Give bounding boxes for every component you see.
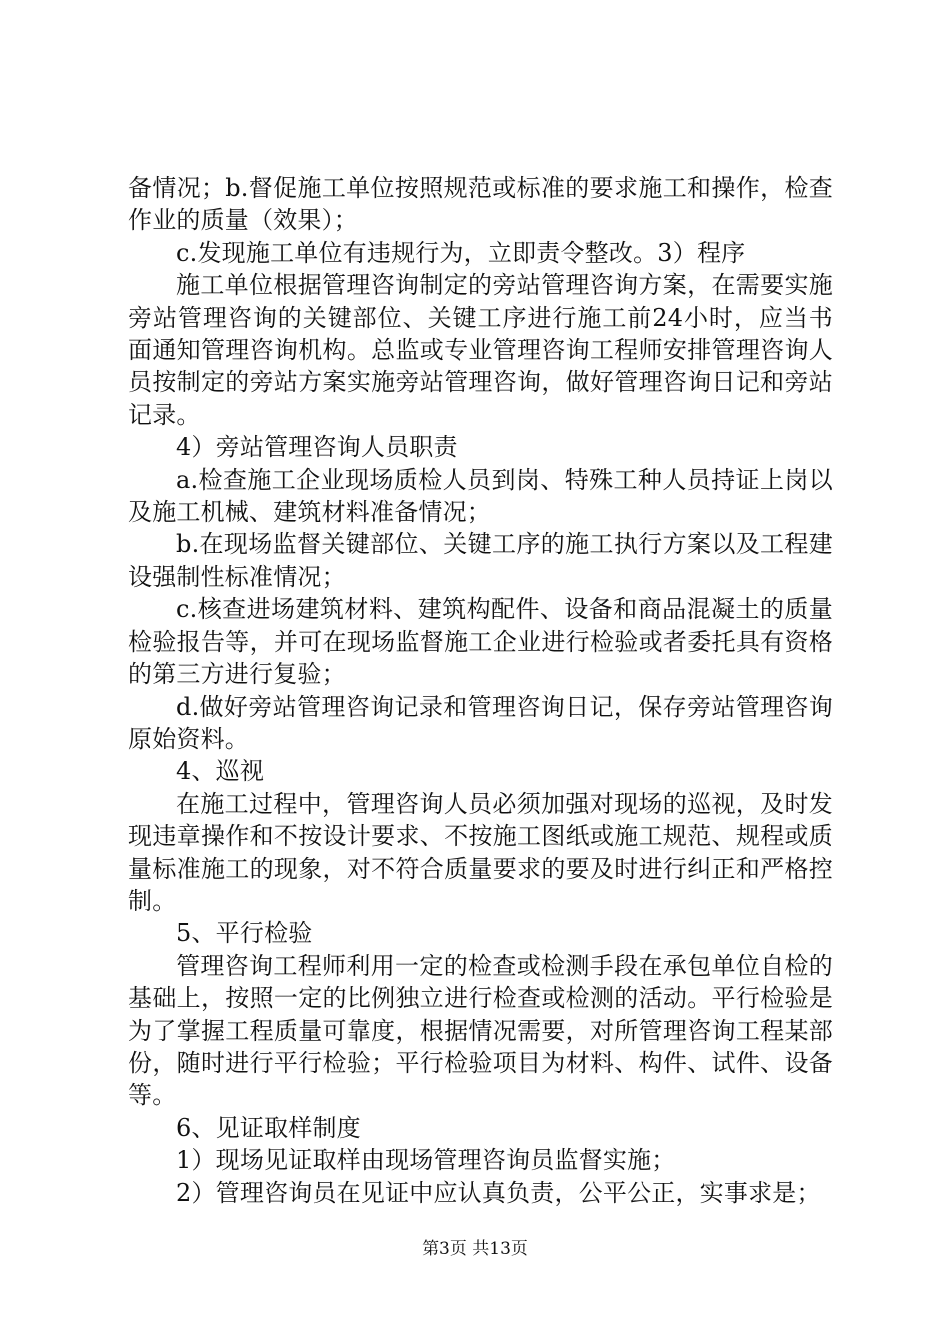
paragraph: 2）管理咨询员在见证中应认真负责，公平公正，实事求是； — [176, 1178, 821, 1207]
paragraph: 4）旁站管理咨询人员职责 — [176, 433, 458, 462]
paragraph: 在施工过程中，管理咨询人员必须加强对现场的巡视，及时发现违章操作和不按设计要求、不按施工图纸或施工规范、规程或质量标准施工的现象，对不符合质量要求的要及时进行纠正和严格控制。 — [128, 789, 833, 915]
page-number-footer: 第3页 共13页 — [422, 1239, 528, 1259]
paragraph: 管理咨询工程师利用一定的检查或检测手段在承包单位自检的基础上，按照一定的比例独立进行检查或检测的活动。平行检验是为了掌握工程质量可靠度，根据情况需要，对所管理咨询工程某部份，随时进行平行检验；平行检验项目为材料、构件、试件、设备等。 — [128, 951, 833, 1110]
paragraph: d.做好旁站管理咨询记录和管理咨询日记，保存旁站管理咨询原始资料。 — [128, 692, 833, 753]
section-heading: 4、巡视 — [176, 757, 265, 786]
paragraph: c.发现施工单位有违规行为，立即责令整改。3）程序 — [176, 238, 746, 267]
paragraph: 1）现场见证取样由现场管理咨询员监督实施； — [176, 1146, 676, 1175]
section-heading: 5、平行检验 — [176, 919, 313, 948]
section-heading: 6、见证取样制度 — [176, 1113, 361, 1142]
document-body — [128, 172, 833, 1209]
paragraph: a.检查施工企业现场质检人员到岗、特殊工种人员持证上岗以及施工机械、建筑材料准备情况； — [128, 465, 833, 527]
paragraph: 备情况；b.督促施工单位按照规范或标准的要求施工和操作，检查作业的质量（效果）； — [128, 174, 833, 235]
paragraph: c.核查进场建筑材料、建筑构配件、设备和商品混凝土的质量检验报告等，并可在现场监督施工企业进行检验或者委托具有资格的第三方进行复验； — [128, 595, 833, 689]
paragraph: b.在现场监督关键部位、关键工序的施工执行方案以及工程建设强制性标准情况； — [128, 530, 833, 591]
paragraph: 施工单位根据管理咨询制定的旁站管理咨询方案，在需要实施旁站管理咨询的关键部位、关键工序进行施工前24小时，应当书面通知管理咨询机构。总监或专业管理咨询工程师安排管理咨询人员按制定的旁站方案实施旁站管理咨询，做好管理咨询日记和旁站记录。 — [128, 271, 833, 429]
